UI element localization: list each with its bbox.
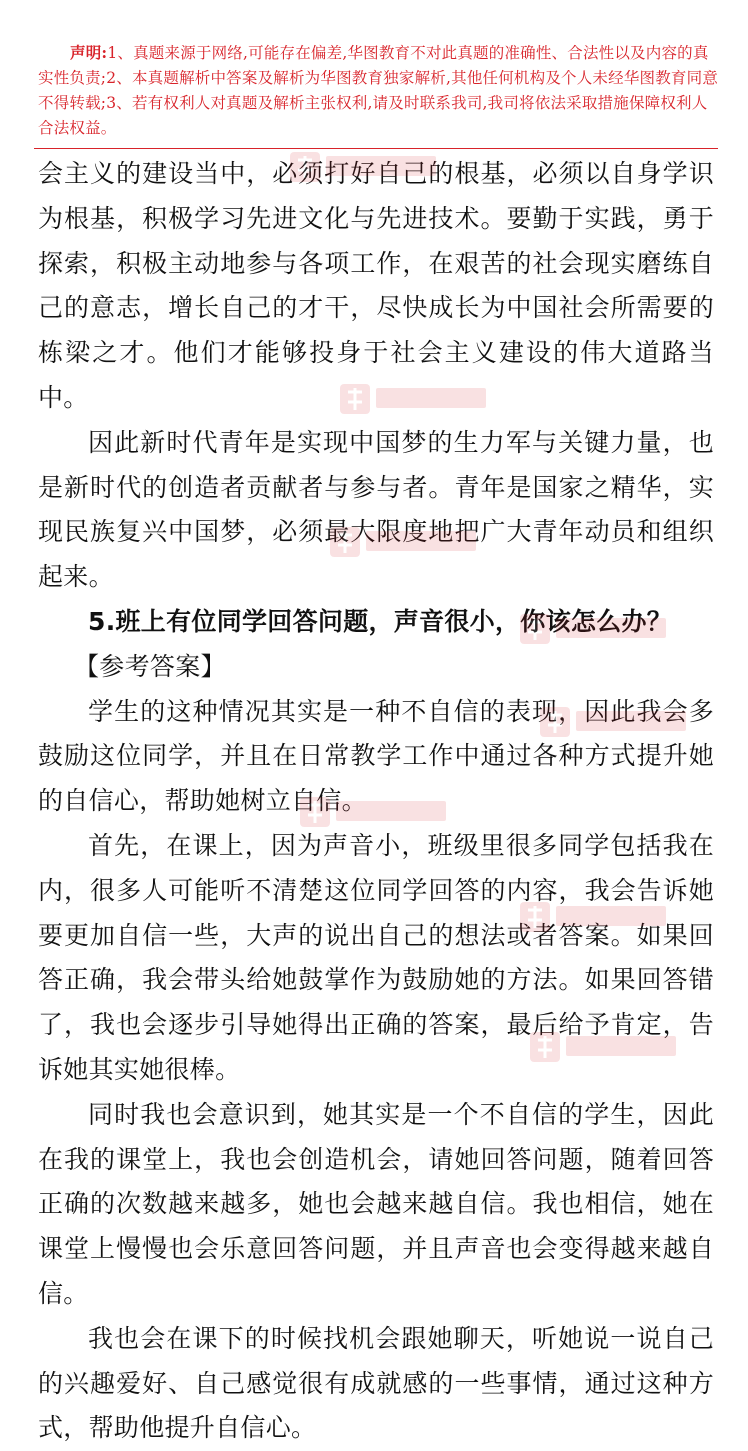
disclaimer-lead: 声明: [70, 43, 108, 62]
answer-paragraph-intro: 学生的这种情况其实是一种不自信的表现，因此我会多鼓励这位同学，并且在日常教学工作中通过各种方式提升她的自信心，帮助她树立自信。 [38, 696, 714, 816]
question-heading: 5.班上有位同学回答问题，声音很小，你该怎么办？ [88, 606, 673, 636]
answer-paragraph-first: 首先，在课上，因为声音小，班级里很多同学包括我在内，很多人可能听不清楚这位同学回答的内容，我会告诉她要更加自信一些，大声的说出自己的想法或者答案。如果回答正确，我会带头给她鼓掌作为鼓励她的方法。如果回答错了，我也会逐步引导她得出正确的答案，最后给予肯定，告诉她其实她很棒。 [38, 830, 714, 1084]
document-body [38, 152, 714, 1451]
disclaimer [38, 40, 718, 141]
answer-paragraph-third: 我也会在课下的时候找机会跟她聊天，听她说一说自己的兴趣爱好、自己感觉很有成就感的一些事情，通过这种方式，帮助他提升自信心。 [38, 1323, 714, 1443]
disclaimer-text: 1、真题来源于网络,可能存在偏差,华图教育不对此真题的准确性、合法性以及内容的真实性负责;2、本真题解析中答案及解析为华图教育独家解析,其他任何机构及个人未经华图教育同意不得转载;3、若有权利人对真题及解析主张权利,请及时联系我司,我司将依法采取措施保障权利人合法权益。 [38, 44, 719, 137]
answer-paragraph-second: 同时我也会意识到，她其实是一个不自信的学生，因此在我的课堂上，我也会创造机会，请她回答问题，随着回答正确的次数越来越多，她也会越来越自信。我也相信，她在课堂上慢慢也会乐意回答问题，并且声音也会变得越来越自信。 [38, 1099, 714, 1308]
header-divider [34, 148, 718, 149]
answer-label: 【参考答案】 [74, 651, 226, 681]
paragraph-conclusion: 因此新时代青年是实现中国梦的生力军与关键力量，也是新时代的创造者贡献者与参与者。青年是国家之精华，实现民族复兴中国梦，必须最大限度地把广大青年动员和组织起来。 [38, 427, 714, 592]
paragraph-continuation: 会主义的建设当中，必须打好自己的根基，必须以自身学识为根基，积极学习先进文化与先进技术。要勤于实践，勇于探索，积极主动地参与各项工作，在艰苦的社会现实磨练自己的意志，增长自己的才干，尽快成长为中国社会所需要的栋梁之才。他们才能够投身于社会主义建设的伟大道路当中。 [38, 159, 714, 412]
